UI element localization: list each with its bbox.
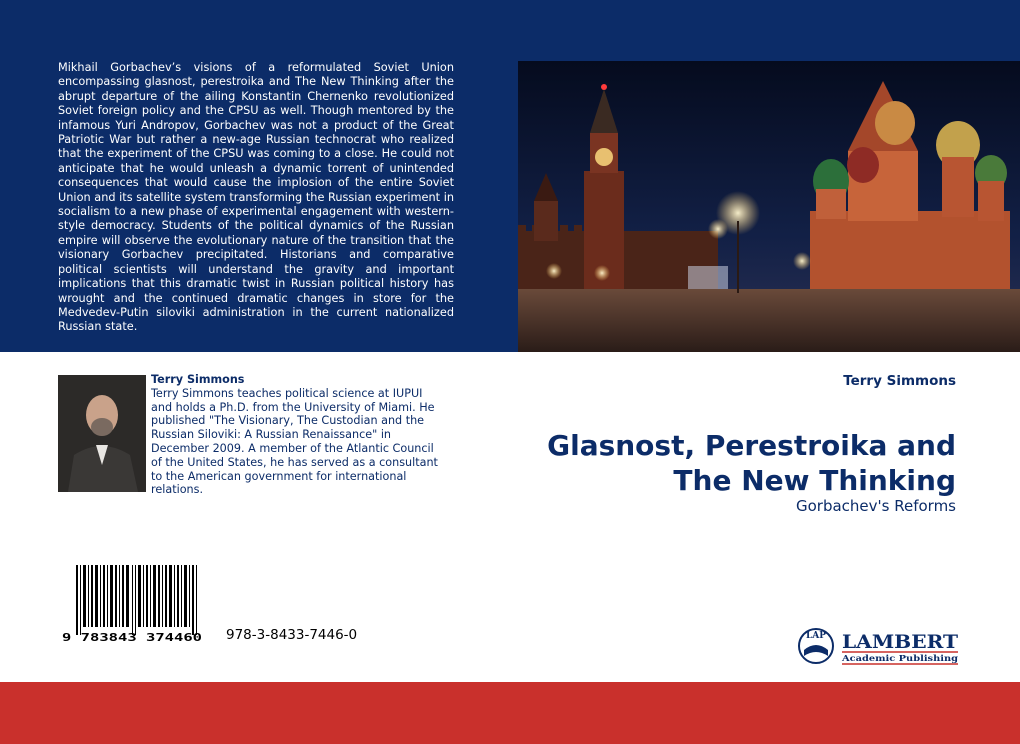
publisher-name: LAMBERT [842, 631, 958, 653]
isbn-barcode [60, 565, 212, 643]
kremlin-night-photo [518, 61, 1020, 352]
publisher-logo [796, 626, 962, 666]
author-bio-block [151, 373, 441, 497]
barcode-digits: 9 783843 374460 [62, 632, 202, 643]
author-photo [58, 375, 146, 492]
front-author-name: Terry Simmons [843, 373, 956, 389]
back-cover-blurb: Mikhail Gorbachev’s visions of a reformulated Soviet Union encompassing glasnost, perestroika and The New Thinking after the abrupt departure of the ailing Konstantin Chernenko revolutionized Soviet foreign policy and the CPSU as well. Though mentored by the infamous Yuri Andropov, Gorbachev was not a product of the Great Patriotic War but rather a new-age Russian technocrat who realized that the experiment of the CPSU was coming to a close. He could not anticipate that he would unleash a dynamic torrent of unintended consequences that would cause the implosion of the entire Soviet Union and its satellite system transforming the Russian experiment in socialism to a new phase of experimental engagement with western-style democracy. Students of the political dynamics of the Russian empire will observe the evolutionary nature of the transition that the visionary Gorbachev precipitated. Historians and comparative political scientists will understand the gravity and important implications that this dramatic twist in Russian political history has wrought and the continued dramatic changes in store for the Medvedev-Putin siloviki administration in the current nationalized Russian state. [58, 61, 454, 334]
isbn-number: 978-3-8433-7446-0 [226, 627, 358, 643]
bottom-red-band [0, 682, 1020, 744]
publisher-tagline: Academic Publishing [840, 654, 959, 664]
author-bio-text: Terry Simmons teaches political science at IUPUI and holds a Ph.D. from the University of Miami. He published "The Visionary, The Custodian and the Russian Siloviki: A Russian Renaissance" in December 2009. A member of the Atlantic Council of the United States, he has served as a consultant to the American government for international relations. [151, 386, 438, 497]
book-subtitle: Gorbachev's Reforms [795, 497, 956, 515]
book-title: Glasnost, Perestroika and The New Thinking [547, 429, 956, 497]
publisher-logo-initials: LAP [805, 631, 827, 641]
author-bio-name: Terry Simmons [151, 373, 245, 386]
